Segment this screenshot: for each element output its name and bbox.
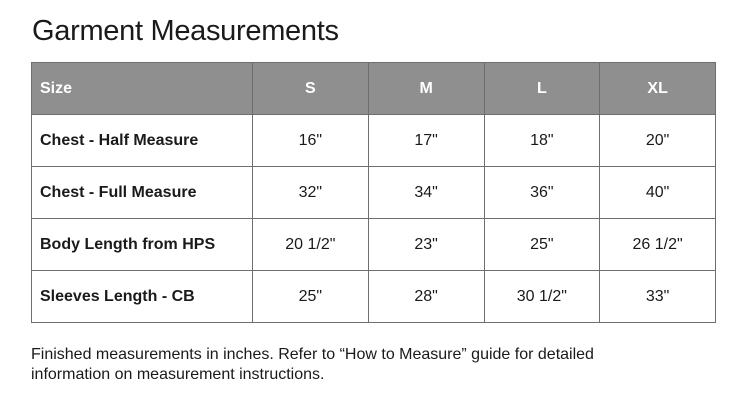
table-row bbox=[32, 271, 716, 323]
table-cell: 40" bbox=[600, 167, 716, 219]
table-cell: 25" bbox=[253, 271, 369, 323]
table-cell: 33" bbox=[600, 271, 716, 323]
table-cell: 32" bbox=[253, 167, 369, 219]
page-title: Garment Measurements bbox=[32, 15, 339, 47]
table-header-row bbox=[32, 63, 716, 115]
footnote-line: information on measurement instructions. bbox=[31, 366, 325, 383]
measurements-table bbox=[31, 62, 716, 323]
table-cell: 17" bbox=[368, 115, 484, 167]
column-header-xl: XL bbox=[600, 63, 716, 115]
table-cell: 25" bbox=[484, 219, 600, 271]
table-cell: 34" bbox=[368, 167, 484, 219]
column-header-l: L bbox=[484, 63, 600, 115]
table-row bbox=[32, 167, 716, 219]
row-label: Chest - Full Measure bbox=[32, 167, 253, 219]
column-header-m: M bbox=[368, 63, 484, 115]
row-label: Chest - Half Measure bbox=[32, 115, 253, 167]
table-cell: 36" bbox=[484, 167, 600, 219]
column-header-s: S bbox=[253, 63, 369, 115]
table-cell: 18" bbox=[484, 115, 600, 167]
column-header-size: Size bbox=[32, 63, 253, 115]
table-cell: 23" bbox=[368, 219, 484, 271]
table-row bbox=[32, 115, 716, 167]
footnote bbox=[31, 345, 721, 385]
table-cell: 26 1/2" bbox=[600, 219, 716, 271]
table-cell: 28" bbox=[368, 271, 484, 323]
table-cell: 20" bbox=[600, 115, 716, 167]
row-label: Body Length from HPS bbox=[32, 219, 253, 271]
table-cell: 20 1/2" bbox=[253, 219, 369, 271]
table-cell: 30 1/2" bbox=[484, 271, 600, 323]
row-label: Sleeves Length - CB bbox=[32, 271, 253, 323]
table-cell: 16" bbox=[253, 115, 369, 167]
footnote-line: Finished measurements in inches. Refer to “How to Measure” guide for detailed bbox=[31, 346, 594, 363]
table-row bbox=[32, 219, 716, 271]
